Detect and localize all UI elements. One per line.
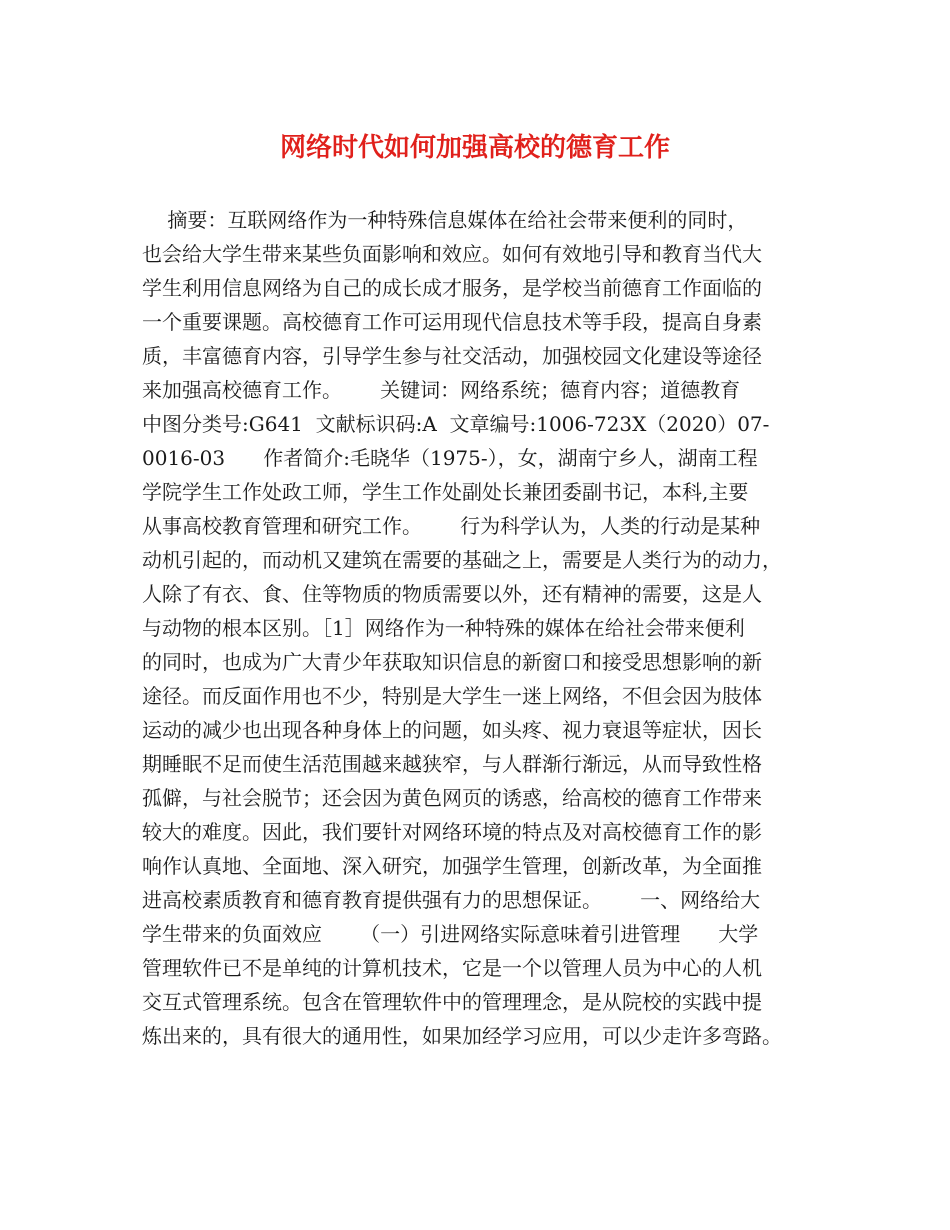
body-line: 交互式管理系统。包含在管理软件中的管理理念，是从院校的实践中提: [142, 990, 762, 1014]
body-line: 动机引起的，而动机又建筑在需要的基础之上，需要是人类行为的动力，: [142, 548, 782, 572]
body-line: 摘要：互联网络作为一种特殊信息媒体在给社会带来便利的同时，: [142, 208, 748, 232]
body-line: 学生利用信息网络为自己的成长成才服务，是学校当前德育工作面临的: [142, 276, 762, 300]
body-line: 炼出来的，具有很大的通用性，如果加经学习应用，可以少走许多弯路。: [142, 1024, 782, 1048]
body-line: 与动物的根本区别。［1］网络作为一种特殊的媒体在给社会带来便利: [142, 616, 745, 640]
document-title: 网络时代如何加强高校的德育工作: [279, 133, 670, 163]
body-line: 学院学生工作处政工师，学生工作处副处长兼团委副书记，本科,主要: [142, 480, 749, 504]
body-line: 途径。而反面作用也不少，特别是大学生一迷上网络，不但会因为肢体: [142, 684, 762, 708]
document-body: [142, 203, 822, 1053]
body-line: 中图分类号:G641 文献标识码:A 文章编号:1006-723X（2020）07-: [142, 412, 770, 436]
body-line: 的同时，也成为广大青少年获取知识信息的新窗口和接受思想影响的新: [142, 650, 762, 674]
body-line: 响作认真地、全面地、深入研究，加强学生管理，创新改革，为全面推: [142, 854, 762, 878]
body-line: 来加强高校德育工作。 关键词：网络系统；德育内容；道德教育: [142, 378, 741, 402]
body-line: 质，丰富德育内容，引导学生参与社交活动，加强校园文化建设等途径: [142, 344, 762, 368]
body-line: 人除了有衣、食、住等物质的物质需要以外，还有精神的需要，这是人: [142, 582, 762, 606]
body-line: 运动的减少也出现各种身体上的问题，如头疼、视力衰退等症状，因长: [142, 718, 762, 742]
body-line: 0016-03 作者简介:毛晓华（1975-），女，湖南宁乡人，湖南工程: [142, 446, 758, 470]
body-line: 学生带来的负面效应 （一）引进网络实际意味着引进管理 大学: [142, 922, 759, 946]
body-line: 管理软件已不是单纯的计算机技术，它是一个以管理人员为中心的人机: [142, 956, 762, 980]
body-line: 从事高校教育管理和研究工作。 行为科学认为，人类的行动是某种: [142, 514, 761, 538]
body-line: 期睡眠不足而使生活范围越来越狭窄，与人群渐行渐远，从而导致性格: [142, 752, 762, 776]
body-line: 进高校素质教育和德育教育提供强有力的思想保证。 一、网络给大: [142, 888, 761, 912]
body-line: 也会给大学生带来某些负面影响和效应。如何有效地引导和教育当代大: [142, 242, 762, 266]
body-line: 较大的难度。因此，我们要针对网络环境的特点及对高校德育工作的影: [142, 820, 762, 844]
body-line: 孤僻，与社会脱节；还会因为黄色网页的诱惑，给高校的德育工作带来: [142, 786, 762, 810]
body-line: 一个重要课题。高校德育工作可运用现代信息技术等手段，提高自身素: [142, 310, 762, 334]
